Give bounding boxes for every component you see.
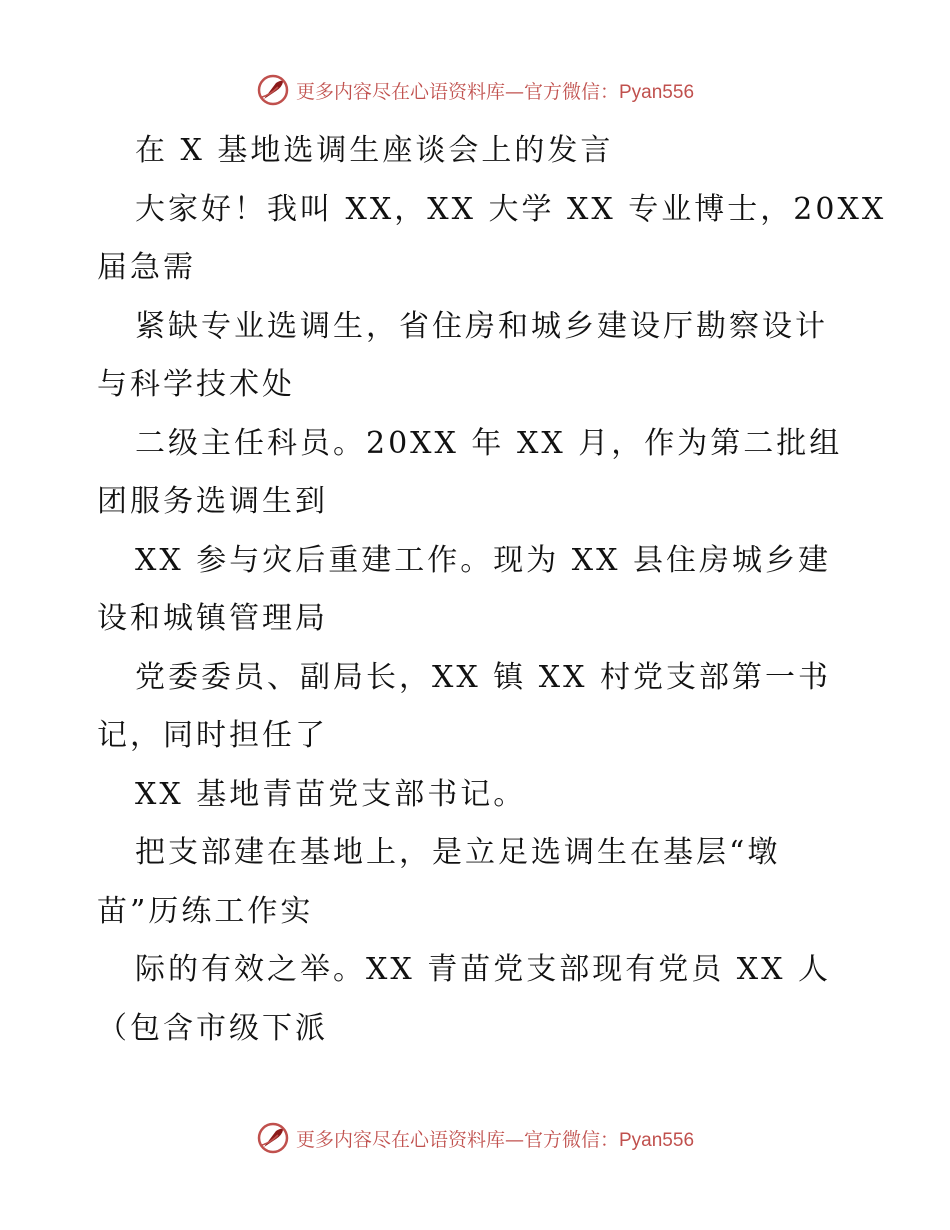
footer-banner [0, 1118, 950, 1158]
document-line: 届急需 [97, 250, 196, 285]
document-line: XX 基地青苗党支部书记。 [135, 776, 527, 812]
banner-main-text: 更多内容尽在心语资料库 [295, 1128, 505, 1151]
feather-pen-logo-icon [256, 1121, 290, 1155]
document-line: 际的有效之举。XX 青苗党支部现有党员 XX 人 [135, 952, 832, 987]
document-line: 设和城镇管理局 [97, 601, 328, 636]
document-line: XX 参与灾后重建工作。现为 XX 县住房城乡建 [135, 542, 832, 578]
banner-wechat-label: 官方微信： [523, 1128, 619, 1151]
banner-wechat-id: Pyan556 [619, 81, 695, 103]
banner-text [296, 1125, 694, 1152]
banner-main-text: 更多内容尽在心语资料库 [295, 80, 505, 103]
document-line: 党委委员、副局长，XX 镇 XX 村党支部第一书 [135, 659, 832, 695]
header-banner [0, 70, 950, 110]
document-body [97, 122, 887, 1058]
banner-dash: — [504, 1128, 524, 1151]
banner-wechat-label: 官方微信： [523, 80, 619, 103]
banner-dash: — [504, 80, 524, 103]
document-line: 记，同时担任了 [97, 718, 328, 753]
banner-wechat-id: Pyan556 [619, 1129, 695, 1151]
document-line: （包含市级下派 [97, 1010, 328, 1046]
banner-text [296, 77, 694, 104]
document-line: 把支部建在基地上，是立足选调生在基层“墩 [135, 835, 781, 870]
document-line: 在 X 基地选调生座谈会上的发言 [135, 133, 614, 168]
document-line: 二级主任科员。20XX 年 XX 月，作为第二批组 [135, 425, 843, 461]
document-line: 与科学技术处 [97, 367, 295, 402]
document-line: 大家好！我叫 XX，XX 大学 XX 专业博士，20XX [135, 191, 887, 227]
document-line: 团服务选调生到 [97, 484, 328, 519]
document-line: 苗”历练工作实 [97, 893, 314, 929]
feather-pen-logo-icon [256, 73, 290, 107]
document-line: 紧缺专业选调生，省住房和城乡建设厅勘察设计 [135, 308, 828, 344]
